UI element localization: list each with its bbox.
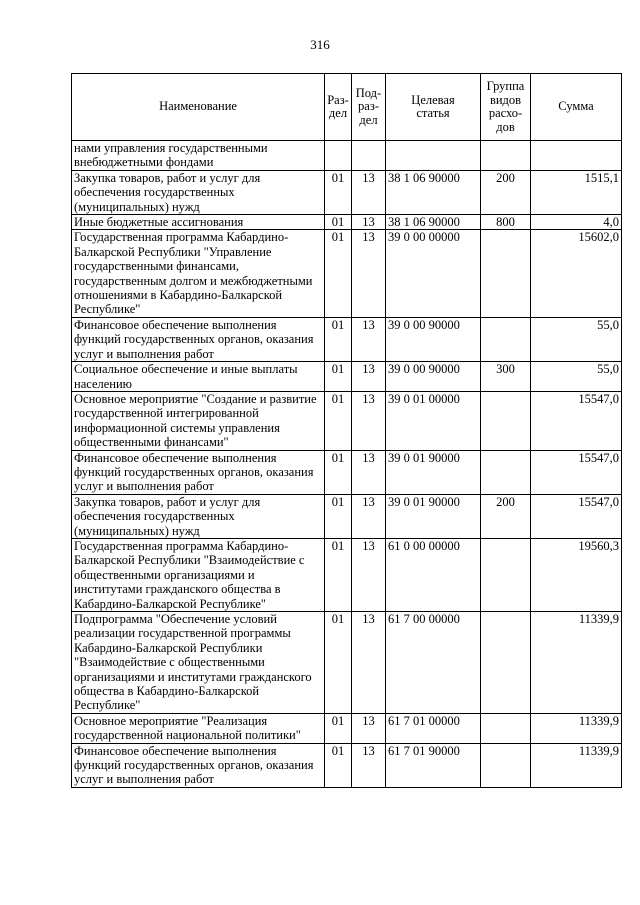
table-row bbox=[72, 362, 622, 392]
cell-razdel: 01 bbox=[325, 612, 352, 714]
cell-podrazdel: 13 bbox=[352, 494, 386, 538]
header-group: Группа видов расхо- дов bbox=[481, 74, 531, 141]
cell-name: Финансовое обеспечение выполнения функций государственных органов, оказания услуг и выполнения работ bbox=[72, 450, 325, 494]
cell-group bbox=[481, 743, 531, 787]
cell-sum: 15547,0 bbox=[531, 450, 622, 494]
cell-sum: 4,0 bbox=[531, 215, 622, 230]
header-podrazdel: Под- раз- дел bbox=[352, 74, 386, 141]
cell-razdel: 01 bbox=[325, 230, 352, 317]
table-body bbox=[72, 141, 622, 788]
cell-statya: 39 0 01 90000 bbox=[386, 450, 481, 494]
cell-statya: 61 7 01 90000 bbox=[386, 743, 481, 787]
table-row bbox=[72, 538, 622, 611]
cell-group bbox=[481, 713, 531, 743]
cell-razdel: 01 bbox=[325, 170, 352, 214]
table-row bbox=[72, 713, 622, 743]
header-sum: Сумма bbox=[531, 74, 622, 141]
cell-podrazdel bbox=[352, 141, 386, 171]
cell-razdel: 01 bbox=[325, 494, 352, 538]
cell-group bbox=[481, 141, 531, 171]
table-row bbox=[72, 141, 622, 171]
table-row bbox=[72, 743, 622, 787]
cell-name: нами управления государственными внебюджетными фондами bbox=[72, 141, 325, 171]
cell-name: Финансовое обеспечение выполнения функций государственных органов, оказания услуг и выполнения работ bbox=[72, 317, 325, 361]
cell-name: Подпрограмма "Обеспечение условий реализации государственной программы Кабардино-Балкарской Республики "Взаимодействие с общественными организациями и институтами гражданского общества в Кабардино-Балкарской Республике" bbox=[72, 612, 325, 714]
header-statya: Целевая статья bbox=[386, 74, 481, 141]
cell-sum: 55,0 bbox=[531, 362, 622, 392]
cell-podrazdel: 13 bbox=[352, 743, 386, 787]
cell-name: Социальное обеспечение и иные выплаты населению bbox=[72, 362, 325, 392]
cell-sum: 55,0 bbox=[531, 317, 622, 361]
cell-razdel: 01 bbox=[325, 215, 352, 230]
cell-group bbox=[481, 450, 531, 494]
cell-statya: 39 0 00 90000 bbox=[386, 362, 481, 392]
cell-sum bbox=[531, 141, 622, 171]
cell-name: Основное мероприятие "Создание и развитие государственной интегрированной информационной системы управления общественными финансами" bbox=[72, 391, 325, 450]
cell-razdel: 01 bbox=[325, 743, 352, 787]
cell-podrazdel: 13 bbox=[352, 317, 386, 361]
cell-podrazdel: 13 bbox=[352, 230, 386, 317]
cell-name: Закупка товаров, работ и услуг для обеспечения государственных (муниципальных) нужд bbox=[72, 494, 325, 538]
cell-group bbox=[481, 230, 531, 317]
cell-razdel: 01 bbox=[325, 362, 352, 392]
cell-group bbox=[481, 538, 531, 611]
cell-statya: 61 7 01 00000 bbox=[386, 713, 481, 743]
table-row bbox=[72, 170, 622, 214]
cell-podrazdel: 13 bbox=[352, 713, 386, 743]
header-razdel: Раз- дел bbox=[325, 74, 352, 141]
cell-statya: 39 0 00 00000 bbox=[386, 230, 481, 317]
cell-group: 200 bbox=[481, 170, 531, 214]
table-row bbox=[72, 317, 622, 361]
cell-sum: 11339,9 bbox=[531, 743, 622, 787]
header-name: Наименование bbox=[72, 74, 325, 141]
cell-name: Закупка товаров, работ и услуг для обеспечения государственных (муниципальных) нужд bbox=[72, 170, 325, 214]
cell-statya: 38 1 06 90000 bbox=[386, 170, 481, 214]
cell-statya: 61 7 00 00000 bbox=[386, 612, 481, 714]
cell-podrazdel: 13 bbox=[352, 450, 386, 494]
cell-podrazdel: 13 bbox=[352, 362, 386, 392]
cell-podrazdel: 13 bbox=[352, 170, 386, 214]
cell-sum: 11339,9 bbox=[531, 713, 622, 743]
cell-group bbox=[481, 612, 531, 714]
cell-razdel: 01 bbox=[325, 317, 352, 361]
cell-podrazdel: 13 bbox=[352, 538, 386, 611]
cell-sum: 15602,0 bbox=[531, 230, 622, 317]
table-row bbox=[72, 391, 622, 450]
cell-statya: 38 1 06 90000 bbox=[386, 215, 481, 230]
cell-name: Государственная программа Кабардино-Балкарской Республики "Управление государственными финансами, государственным долгом и межбюджетными отношениями в Кабардино-Балкарской Республике" bbox=[72, 230, 325, 317]
cell-podrazdel: 13 bbox=[352, 612, 386, 714]
cell-sum: 11339,9 bbox=[531, 612, 622, 714]
cell-name: Основное мероприятие "Реализация государственной национальной политики" bbox=[72, 713, 325, 743]
cell-razdel: 01 bbox=[325, 391, 352, 450]
table-row bbox=[72, 215, 622, 230]
cell-name: Иные бюджетные ассигнования bbox=[72, 215, 325, 230]
cell-statya: 39 0 01 00000 bbox=[386, 391, 481, 450]
cell-statya: 39 0 00 90000 bbox=[386, 317, 481, 361]
table-row bbox=[72, 612, 622, 714]
cell-statya bbox=[386, 141, 481, 171]
cell-group: 200 bbox=[481, 494, 531, 538]
cell-group bbox=[481, 317, 531, 361]
cell-statya: 39 0 01 90000 bbox=[386, 494, 481, 538]
table-row bbox=[72, 494, 622, 538]
table-header-row bbox=[72, 74, 622, 141]
budget-table bbox=[71, 73, 622, 788]
table-row bbox=[72, 450, 622, 494]
cell-statya: 61 0 00 00000 bbox=[386, 538, 481, 611]
cell-name: Финансовое обеспечение выполнения функций государственных органов, оказания услуг и выполнения работ bbox=[72, 743, 325, 787]
cell-podrazdel: 13 bbox=[352, 391, 386, 450]
cell-sum: 15547,0 bbox=[531, 391, 622, 450]
cell-razdel: 01 bbox=[325, 450, 352, 494]
cell-sum: 15547,0 bbox=[531, 494, 622, 538]
cell-podrazdel: 13 bbox=[352, 215, 386, 230]
cell-name: Государственная программа Кабардино-Балкарской Республики "Взаимодействие с общественными организациями и институтами гражданского общества в Кабардино-Балкарской Республике" bbox=[72, 538, 325, 611]
cell-sum: 19560,3 bbox=[531, 538, 622, 611]
cell-razdel bbox=[325, 141, 352, 171]
cell-group: 800 bbox=[481, 215, 531, 230]
cell-razdel: 01 bbox=[325, 713, 352, 743]
page-number: 316 bbox=[310, 37, 330, 52]
cell-sum: 1515,1 bbox=[531, 170, 622, 214]
cell-group: 300 bbox=[481, 362, 531, 392]
cell-razdel: 01 bbox=[325, 538, 352, 611]
cell-group bbox=[481, 391, 531, 450]
table-row bbox=[72, 230, 622, 317]
